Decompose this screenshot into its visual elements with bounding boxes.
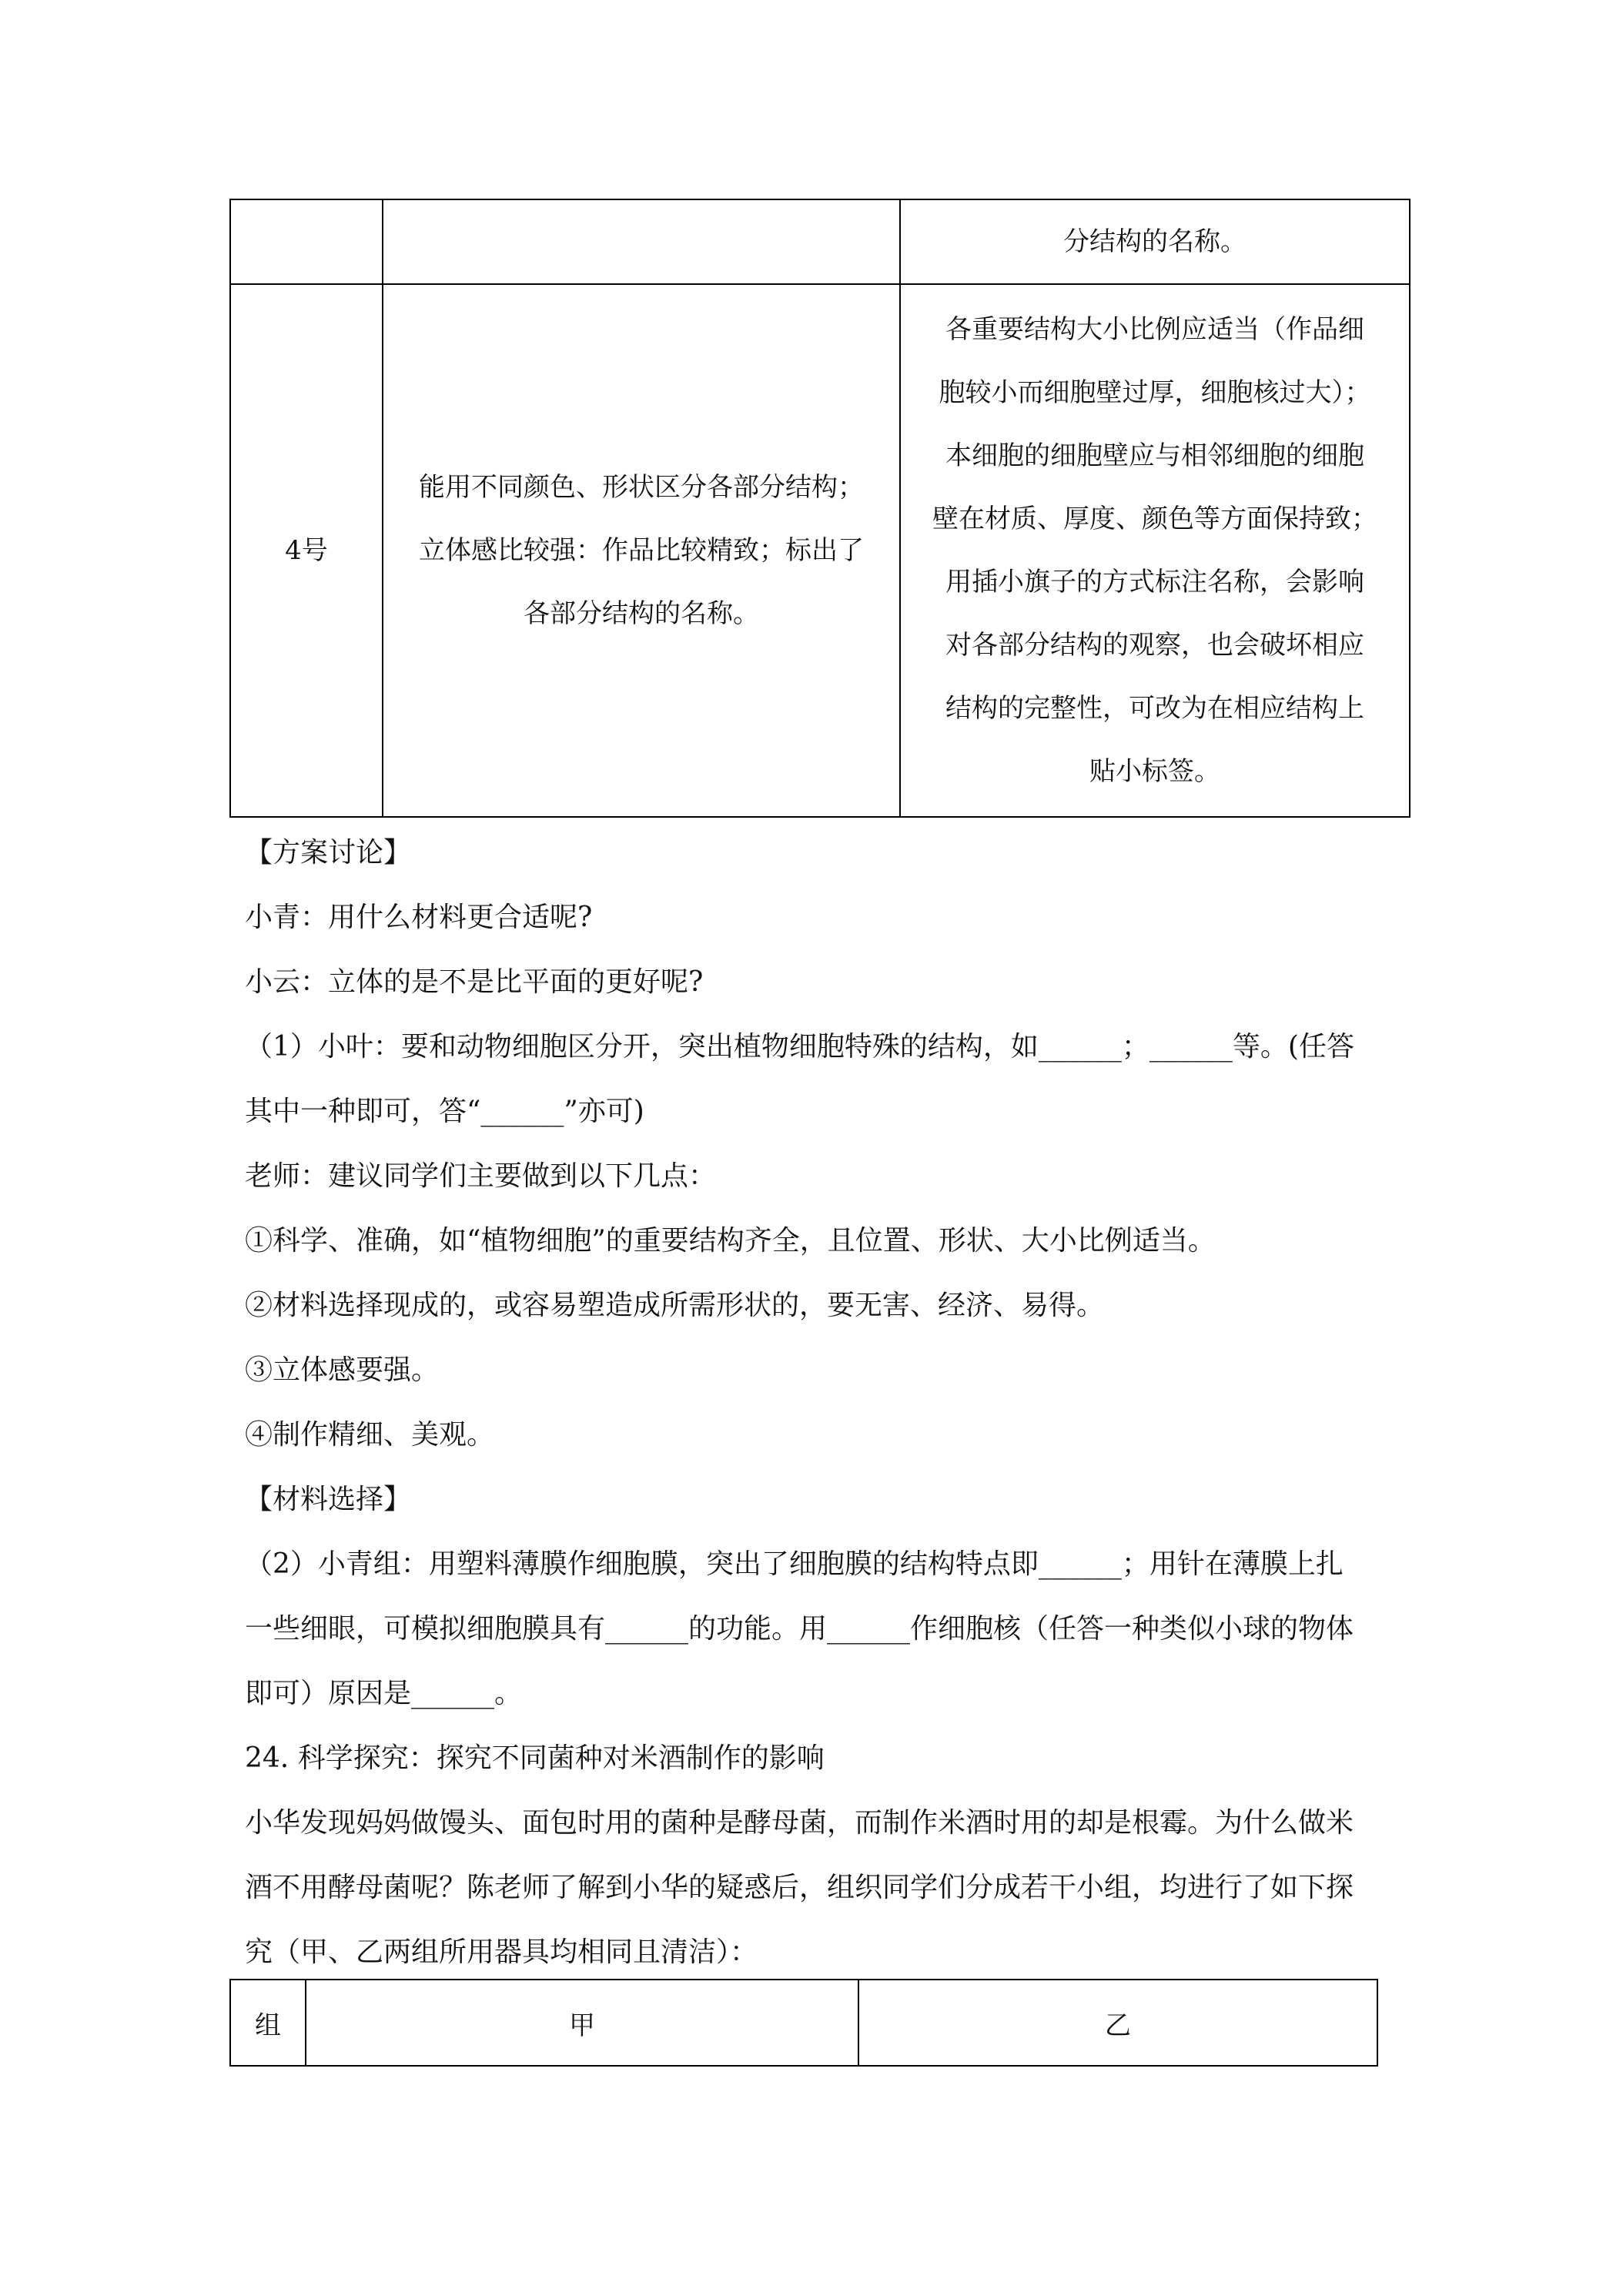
section-heading: 【方案讨论】 [245,837,412,869]
table-cell-suggestions [900,284,1410,817]
table-row [230,1980,1377,2066]
cell-line: 对各部分结构的观察，也会破坏相应 [945,630,1364,661]
list-item: ②材料选择现成的，或容易塑造成所需形状的，要无害、经济、易得。 [245,1290,1105,1321]
question-line: （2）小青组：用塑料薄膜作细胞膜，突出了细胞膜的结构特点即______；用针在薄膜上扎 [245,1548,1344,1580]
dialogue-line: 老师：建议同学们主要做到以下几点： [245,1160,717,1192]
table-cell-no [230,199,383,284]
cell-line: 立体感比较强：作品比较精致；标出了 [419,535,864,566]
cell-line: 贴小标签。 [1089,756,1220,787]
question-line: 一些细眼，可模拟细胞膜具有______的功能。用______作细胞核（任答一种类似小球的物体 [245,1613,1354,1645]
section-heading: 【材料选择】 [245,1484,412,1515]
table-cell-no: 4号 [230,284,383,817]
question-line: 其中一种即可，答“______”亦可) [245,1096,644,1127]
dialogue-line: 小云：立体的是不是比平面的更好呢? [245,966,704,998]
cell-line: 能用不同颜色、形状区分各部分结构； [419,472,864,503]
table-cell-features [383,284,900,817]
cell-line: 用插小旗子的方式标注名称，会影响 [945,567,1364,597]
table-row [230,199,1410,284]
table-cell-suggestions [900,199,1410,284]
question-title: 24. 科学探究：探究不同菌种对米酒制作的影响 [245,1742,825,1774]
cell-line: 本细胞的细胞壁应与相邻细胞的细胞 [945,440,1364,471]
list-item: ④制作精细、美观。 [245,1419,495,1451]
cell-line: 分结构的名称。 [1063,226,1247,257]
question-line: （1）小叶：要和动物细胞区分开，突出植物细胞特殊的结构，如______；______等。(任答 [245,1031,1354,1063]
group-table [229,1979,1378,2067]
question-line: 即可）原因是______。 [245,1678,523,1709]
list-item: ①科学、准确，如“植物细胞”的重要结构齐全，且位置、形状、大小比例适当。 [245,1225,1216,1257]
cell-line: 各部分结构的名称。 [524,598,759,629]
body-text [245,821,1400,1985]
paragraph-line: 小华发现妈妈做馒头、面包时用的菌种是酵母菌，而制作米酒时用的却是根霉。为什么做米 [245,1807,1354,1839]
header-cell-group: 组 [230,1980,306,2066]
cell-line: 壁在材质、厚度、颜色等方面保持致； [932,504,1377,534]
cell-line: 胞较小而细胞壁过厚，细胞核过大）； [939,377,1371,408]
cell-line: 结构的完整性，可改为在相应结构上 [945,693,1364,724]
header-cell-jia: 甲 [306,1980,858,2066]
table-cell-features [383,199,900,284]
cell-line: 各重要结构大小比例应适当（作品细 [945,314,1364,345]
paragraph-line: 究（甲、乙两组所用器具均相同且清洁）： [245,1936,758,1968]
paragraph-line: 酒不用酵母菌呢？陈老师了解到小华的疑惑后，组织同学们分成若干小组，均进行了如下探 [245,1872,1354,1903]
dialogue-line: 小青：用什么材料更合适呢? [245,902,593,933]
header-cell-yi: 乙 [858,1980,1377,2066]
list-item: ③立体感要强。 [245,1354,440,1386]
table-row [230,284,1410,817]
evaluation-table [229,199,1411,818]
